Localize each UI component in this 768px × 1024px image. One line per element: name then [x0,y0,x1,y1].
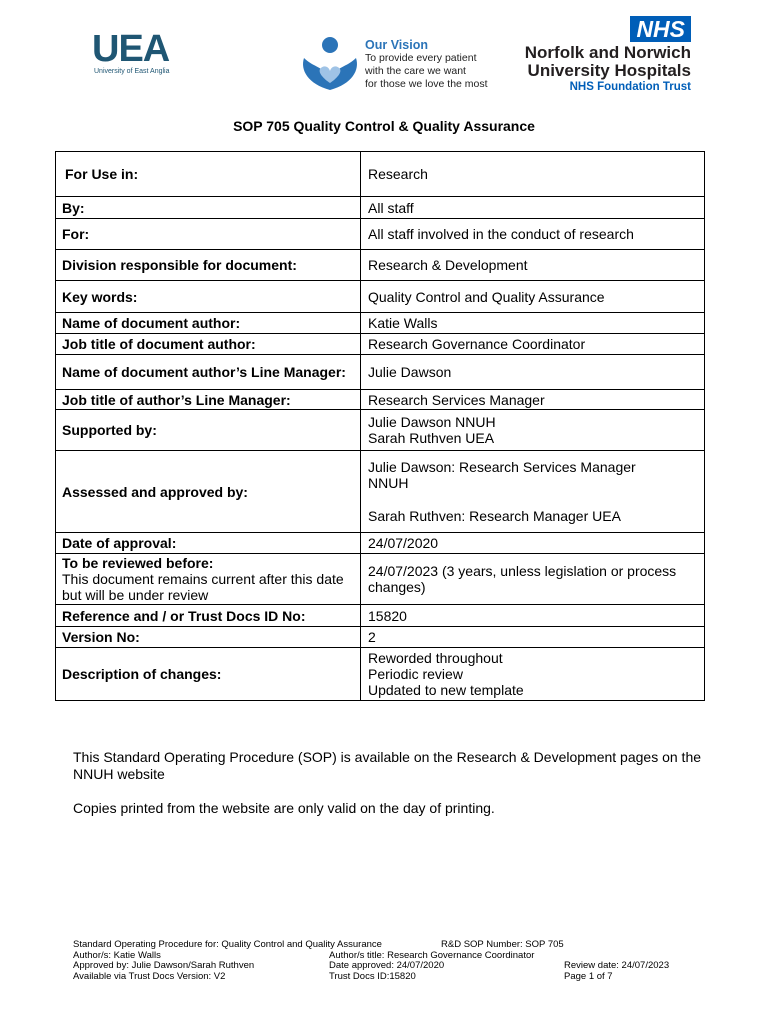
for-use-in-value: Research [361,152,705,197]
line-manager-title-value: Research Services Manager [361,390,705,410]
vision-line: for those we love the most [365,78,488,90]
by-label: By: [56,197,361,219]
division-value: Research & Development [361,250,705,281]
table-row [56,313,705,334]
approved-by-label: Assessed and approved by: [56,451,361,533]
footer-sop-for: Standard Operating Procedure for: Quality Control and Quality Assurance [73,939,382,950]
table-row [56,390,705,410]
date-of-approval-label: Date of approval: [56,533,361,554]
supported-by-value [361,410,705,451]
uea-logo-letters: UEA [92,28,170,70]
table-row [56,219,705,250]
line-manager-label: Name of document author’s Line Manager: [56,355,361,390]
document-info-table [55,151,705,701]
table-row [56,627,705,648]
line-manager-value: Julie Dawson [361,355,705,390]
footer-available: Available via Trust Docs Version: V2 [73,970,226,982]
reference-label: Reference and / or Trust Docs ID No: [56,605,361,627]
document-title: SOP 705 Quality Control & Quality Assurance [233,118,535,134]
footer-row [73,940,713,951]
footer-authors: Author/s: Katie Walls [73,949,161,961]
approver: Sarah Ruthven: Research Manager UEA [368,508,621,524]
availability-statement: This Standard Operating Procedure (SOP) is available on the Research & Development pages on the NNUH website [73,749,702,782]
table-row [56,334,705,355]
changes-value [361,648,705,701]
division-label: Division responsible for document: [56,250,361,281]
version-value: 2 [361,627,705,648]
review-before-note: This document remains current after this date but will be under review [62,571,344,603]
supported-by-label: Supported by: [56,410,361,451]
author-title-label: Job title of document author: [56,334,361,355]
nhs-trust-name-line2: University Hospitals [527,61,691,80]
table-row [56,451,705,533]
table-row [56,281,705,313]
nhs-trust-name-line1: Norfolk and Norwich [524,43,691,62]
footer-page-number: Page 1 of 7 [564,970,613,982]
review-before-value: 24/07/2023 (3 years, unless legislation or process changes) [361,554,705,605]
vision-title: Our Vision [365,38,428,52]
footer-trust-docs-id: Trust Docs ID:15820 [329,970,416,982]
table-row [56,533,705,554]
footer-approved-by: Approved by: Julie Dawson/Sarah Ruthven [73,960,255,971]
heart-hands-icon [298,36,362,92]
reference-value: 15820 [361,605,705,627]
approver: Julie Dawson: Research Services Manager NNUH [368,459,636,491]
table-row [56,410,705,451]
line-manager-title-label: Job title of author’s Line Manager: [56,390,361,410]
review-before-label: To be reviewed before: [62,555,214,571]
change-item: Updated to new template [368,682,524,698]
vision-statement [365,38,495,91]
author-value: Katie Walls [361,313,705,334]
footer-sop-number: R&D SOP Number: SOP 705 [441,939,564,950]
footer-authors-title: Author/s title: Research Governance Coordinator [329,949,535,961]
supporter: Sarah Ruthven UEA [368,430,495,446]
table-row [56,554,705,605]
review-before-cell [56,554,361,605]
for-value: All staff involved in the conduct of research [361,219,705,250]
table-row [56,152,705,197]
nhs-foundation-trust: NHS Foundation Trust [569,81,691,93]
vision-line: To provide every patient [365,52,477,64]
uea-logo [92,30,182,78]
table-row [56,355,705,390]
for-label: For: [56,219,361,250]
change-item: Reworded throughout [368,650,503,666]
table-row [56,197,705,219]
key-words-label: Key words: [56,281,361,313]
date-of-approval-value: 24/07/2020 [361,533,705,554]
author-title-value: Research Governance Coordinator [361,334,705,355]
approved-by-value [361,451,705,533]
changes-label: Description of changes: [56,648,361,701]
table-row [56,605,705,627]
footer-review-date: Review date: 24/07/2023 [564,960,670,971]
footer-date-approved: Date approved: 24/07/2020 [329,960,445,971]
key-words-value: Quality Control and Quality Assurance [361,281,705,313]
change-item: Periodic review [368,666,463,682]
version-label: Version No: [56,627,361,648]
table-row [56,648,705,701]
printing-validity-statement: Copies printed from the website are only valid on the day of printing. [73,800,495,816]
uea-logo-subtitle: University of East Anglia [94,68,170,75]
nhs-badge: NHS [630,16,691,42]
table-row [56,250,705,281]
footer-row [73,961,713,972]
nhs-trust-logo [495,16,695,96]
author-label: Name of document author: [56,313,361,334]
footer-row [73,972,713,983]
page-footer [73,940,713,982]
for-use-in-label: For Use in: [56,152,361,197]
supporter: Julie Dawson NNUH [368,414,496,430]
vision-line: with the care we want [365,65,466,77]
by-value: All staff [361,197,705,219]
